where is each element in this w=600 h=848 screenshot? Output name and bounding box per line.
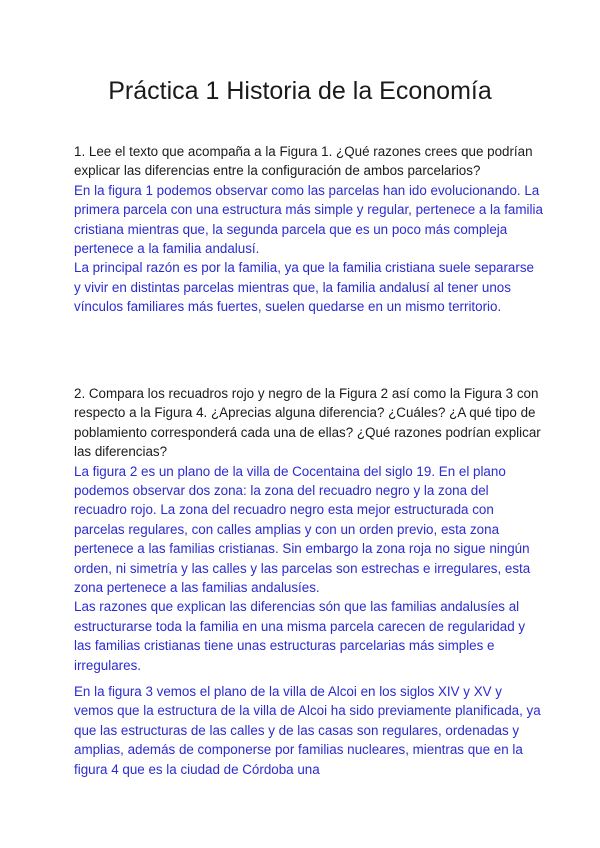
answer-2-paragraph-2: Las razones que explican las diferencias són que las familias andalusíes al estructurarse toda la familia en una misma parcela carecen de regularidad y las familias cristianas tiene unas estructuras parcelarias más simples e irregulares.	[74, 599, 526, 673]
question-2: 2. Compara los recuadros rojo y negro de la Figura 2 así como la Figura 3 con respecto a la Figura 4. ¿Aprecias alguna diferencia? ¿Cuáles? ¿A qué tipo de poblamiento corresponderá cada una de ellas? ¿Qué razones podrían explicar las diferencias?	[74, 386, 541, 460]
document-title: Práctica 1 Historia de la Economía	[108, 77, 492, 105]
section-1	[74, 142, 544, 317]
answer-1-paragraph-1: En la figura 1 podemos observar como las parcelas han ido evolucionando. La primera parcela con una estructura más simple y regular, pertenece a la familia cristiana mientras que, la segunda parcela que es un poco más compleja pertenece a la familia andalusí.	[74, 182, 543, 257]
section-2	[74, 384, 544, 675]
section-3	[74, 682, 544, 779]
question-1: 1. Lee el texto que acompaña a la Figura 1. ¿Qué razones crees que podrían explicar las diferencias entre la configuración de ambos parcelarios?	[74, 144, 533, 179]
answer-2-paragraph-1: La figura 2 es un plano de la villa de Cocentaina del siglo 19. En el plano podemos observar dos zona: la zona del recuadro negro y la zona del recuadro rojo. La zona del recuadro negro esta mejor estructurada con parcelas regulares, con calles amplias y con un orden previo, esta zona pertenece a las familias cristianas. Sin embargo la zona roja no sigue ningún orden, ni simetría y las calles y las parcelas son estrechas e irregulares, esta zona pertenece a las familias andalusíes.	[74, 463, 531, 596]
answer-3-paragraph-1: En la figura 3 vemos el plano de la villa de Alcoi en los siglos XIV y XV y vemos que la estructura de la villa de Alcoi ha sido previamente planificada, ya que las estructuras de las calles y de las casas son regulares, ordenadas y amplias, además de componerse por familias nucleares, mientras que en la figura 4 que es la ciudad de Córdoba una	[74, 684, 541, 777]
answer-1-paragraph-2: La principal razón es por la familia, ya que la familia cristiana suele separarse y vivir en distintas parcelas mientras que, la familia andalusí al tener unos vínculos familiares más fuertes, suelen quedarse en un mismo territorio.	[74, 260, 534, 315]
